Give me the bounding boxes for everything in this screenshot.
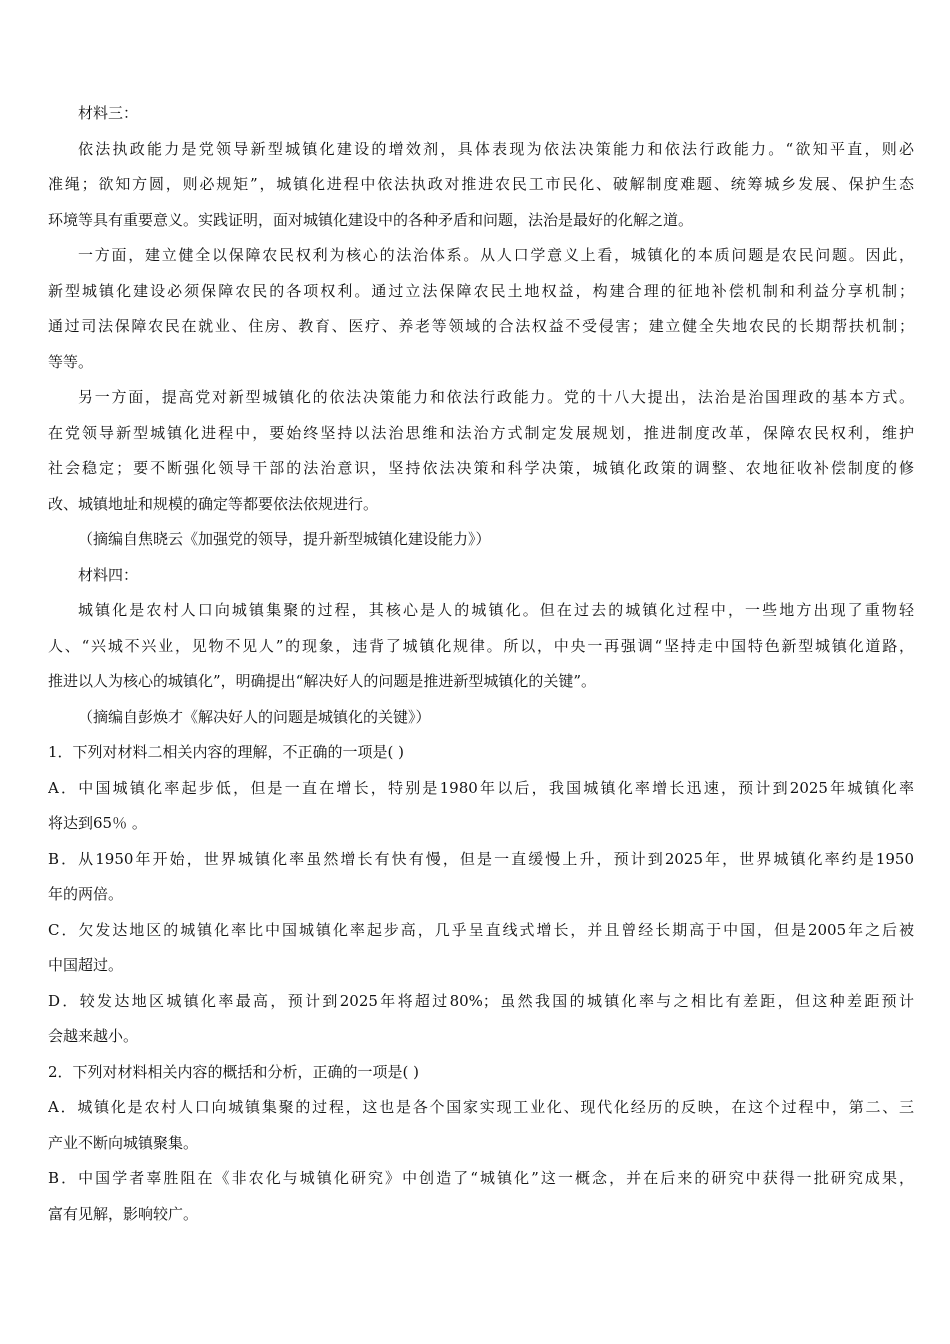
material4-heading: 材料四：	[78, 565, 139, 584]
material3-p2-line: 通过司法保障农民在就业、住房、教育、医疗、养老等领域的合法权益不受侵害；建立健全失地农民的长期帮扶机制；	[48, 317, 914, 335]
material3-p3-line: 社会稳定；要不断强化领导干部的法治意识，坚持依法决策和科学决策，城镇化政策的调整、农地征收补偿制度的修	[48, 459, 914, 477]
question-1-option-b: B．从1950年开始，世界城镇化率虽然增长有快有慢，但是一直缓慢上升，预计到2025年，世界城镇化率约是1950	[48, 849, 914, 868]
question-1-stem: 1．下列对材料二相关内容的理解，不正确的一项是( )	[48, 743, 405, 761]
question-2-option-b: B．中国学者辜胜阻在《非农化与城镇化研究》中创造了“城镇化”这一概念，并在后来的研究中获得一批研究成果，	[48, 1169, 914, 1187]
material3-p1-line: 准绳；欲知方圆，则必规矩”，城镇化进程中依法执政对推进农民工市民化、破解制度难题、统筹城乡发展、保护生态	[48, 175, 914, 193]
material3-p3-line: 改、城镇地址和规模的确定等都要依法依规进行。	[48, 494, 379, 513]
question-2-option-a-cont: 产业不断向城镇聚集。	[48, 1133, 199, 1152]
material4-p1-line: 人、“兴城不兴业，见物不见人”的现象，违背了城镇化规律。所以，中央一再强调“坚持走中国特色新型城镇化道路，	[48, 636, 914, 655]
question-1-option-d-cont: 会越来越小。	[48, 1027, 139, 1045]
material3-p1-line: 依法执政能力是党领导新型城镇化建设的增效剂，具体表现为依法决策能力和依法行政能力。“欲知平直，则必	[78, 139, 914, 158]
material4-source: （摘编自彭焕才《解决好人的问题是城镇化的关键》）	[78, 707, 431, 726]
question-2-option-a: A．城镇化是农村人口向城镇集聚的过程，这也是各个国家实现工业化、现代化经历的反映，在这个过程中，第二、三	[48, 1098, 914, 1116]
material3-p2-line: 一方面，建立健全以保障农民权利为核心的法治体系。从人口学意义上看，城镇化的本质问题是农民问题。因此，	[78, 246, 914, 264]
material3-p3-line: 另一方面，提高党对新型城镇化的依法决策能力和依法行政能力。党的十八大提出，法治是治国理政的基本方式。	[78, 388, 914, 406]
material3-p2-line: 等等。	[48, 352, 94, 371]
question-2-stem: 2．下列对材料相关内容的概括和分析，正确的一项是( )	[48, 1062, 420, 1081]
question-1-option-c-cont: 中国超过。	[48, 956, 124, 974]
question-1-option-c: C．欠发达地区的城镇化率比中国城镇化率起步高，几乎呈直线式增长，并且曾经长期高于中国，但是2005年之后被	[48, 920, 914, 939]
material3-p1-line: 环境等具有重要意义。实践证明，面对城镇化建设中的各种矛盾和问题，法治是最好的化解之道。	[48, 210, 694, 229]
question-1-option-b-cont: 年的两倍。	[48, 885, 124, 903]
question-1-option-a-cont: 将达到65％ 。	[48, 814, 147, 832]
document-page	[48, 96, 914, 1232]
question-1-option-a: A．中国城镇化率起步低，但是一直在增长，特别是1980年以后，我国城镇化率增长迅速，预计到2025年城镇化率	[48, 778, 914, 797]
material4-p1-line: 城镇化是农村人口向城镇集聚的过程，其核心是人的城镇化。但在过去的城镇化过程中，一些地方出现了重物轻	[78, 601, 914, 619]
question-1-option-d: D．较发达地区城镇化率最高，预计到2025年将超过80%；虽然我国的城镇化率与之相比有差距，但这种差距预计	[48, 991, 914, 1010]
material3-p3-line: 在党领导新型城镇化进程中，要始终坚持以法治思维和法治方式制定发展规划，推进制度改革，保障农民权利，维护	[48, 423, 914, 442]
material3-heading: 材料三：	[78, 104, 139, 122]
material3-p2-line: 新型城镇化建设必须保障农民的各项权利。通过立法保障农民土地权益，构建合理的征地补偿机制和利益分享机制；	[48, 281, 914, 300]
material4-p1-line: 推进以人为核心的城镇化”，明确提出“解决好人的问题是推进新型城镇化的关键”。	[48, 672, 597, 690]
question-2-option-b-cont: 富有见解，影响较广。	[48, 1204, 199, 1223]
material3-source: （摘编自焦晓云《加强党的领导，提升新型城镇化建设能力》）	[78, 530, 491, 548]
